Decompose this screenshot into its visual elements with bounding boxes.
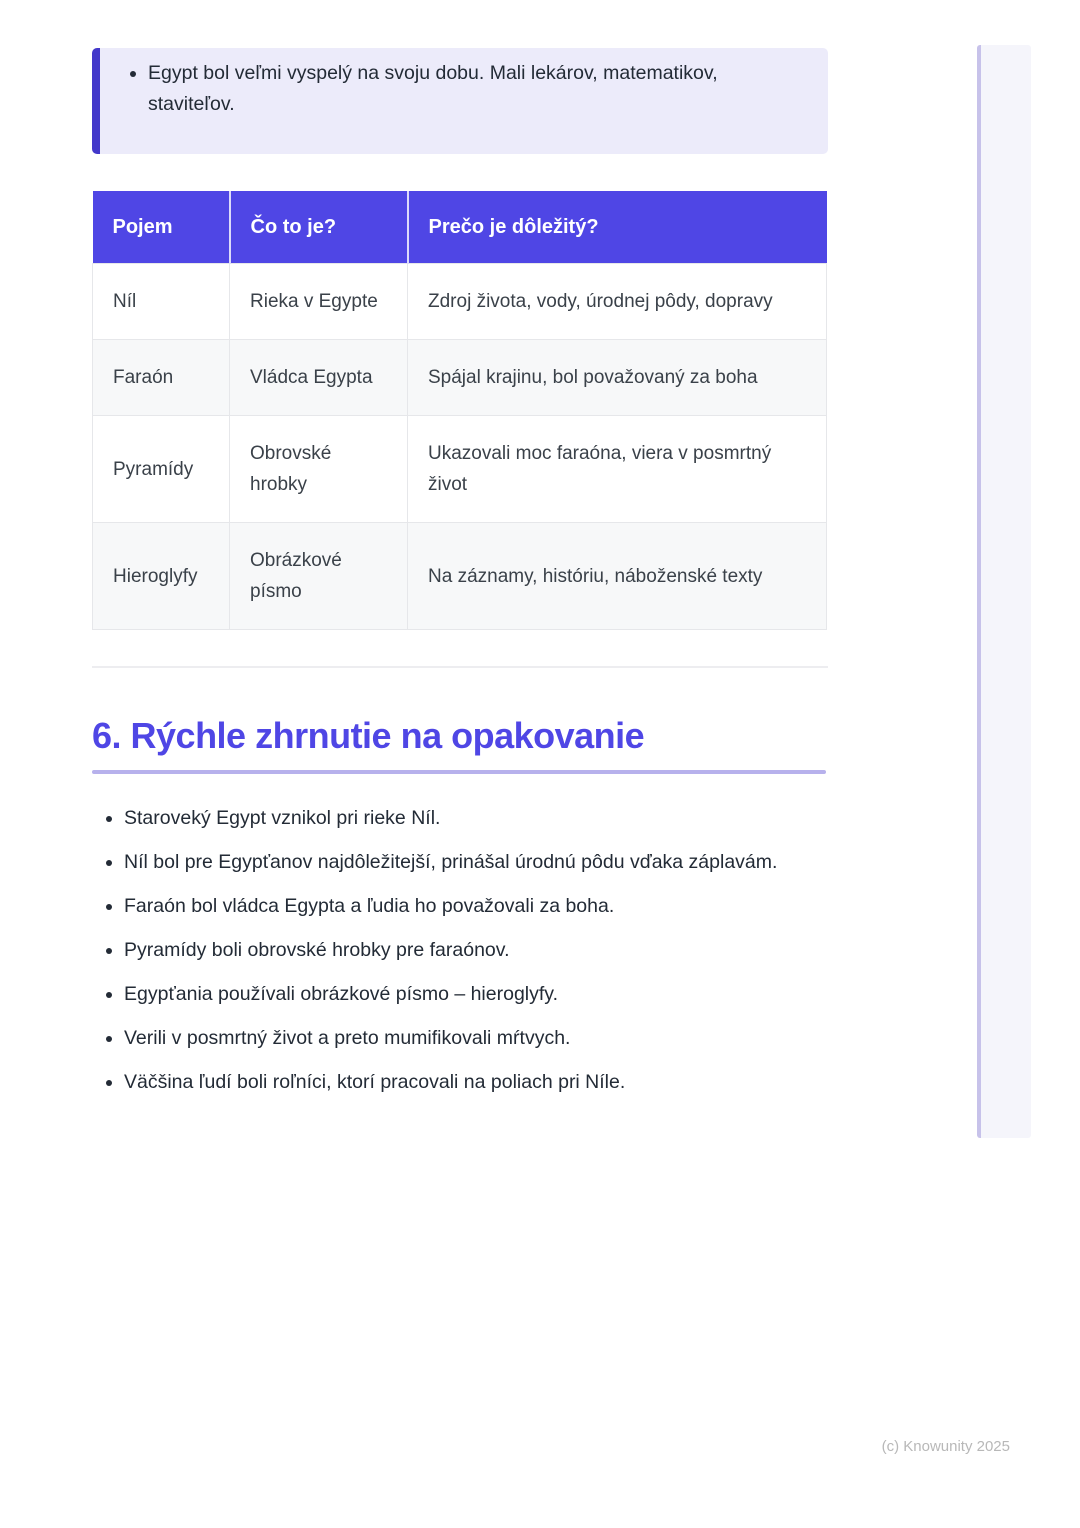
summary-item: • Egypťania používali obrázkové písmo – hieroglyfy. [124, 980, 828, 1009]
cell-importance: Ukazovali moc faraóna, viera v posmrtný život [408, 416, 827, 523]
summary-item: • Väčšina ľudí boli roľníci, ktorí pracovali na poliach pri Níle. [124, 1068, 828, 1097]
table-row [93, 264, 827, 340]
cell-definition: Obrázkové písmo [230, 523, 408, 630]
cell-definition: Rieka v Egypte [230, 264, 408, 340]
summary-list [92, 804, 828, 1097]
summary-item: • Faraón bol vládca Egypta a ľudia ho považovali za boha. [124, 892, 828, 921]
callout-list [118, 58, 780, 120]
summary-item: • Verili v posmrtný život a preto mumifikovali mŕtvych. [124, 1024, 828, 1053]
cell-term: Faraón [93, 340, 230, 416]
cell-term: Hieroglyfy [93, 523, 230, 630]
callout-box [92, 48, 828, 154]
table-header-row [93, 191, 827, 264]
column-header-preco: Prečo je dôležitý? [408, 191, 827, 264]
summary-item: • Staroveký Egypt vznikol pri rieke Níl. [124, 804, 828, 833]
callout-item: • Egypt bol veľmi vyspelý na svoju dobu. Mali lekárov, matematikov, staviteľov. [148, 58, 780, 120]
terms-table [92, 191, 827, 630]
cell-importance: Na záznamy, históriu, náboženské texty [408, 523, 827, 630]
cell-importance: Zdroj života, vody, úrodnej pôdy, dopravy [408, 264, 827, 340]
cell-term: Níl [93, 264, 230, 340]
section-title: 6. Rýchle zhrnutie na opakovanie [92, 715, 645, 756]
document-page [92, 0, 828, 1112]
cell-term: Pyramídy [93, 416, 230, 523]
cell-definition: Vládca Egypta [230, 340, 408, 416]
summary-item: • Pyramídy boli obrovské hrobky pre faraónov. [124, 936, 828, 965]
section-divider [92, 666, 828, 668]
copyright-text: (c) Knowunity 2025 [881, 1438, 1010, 1455]
column-header-co-to-je: Čo to je? [230, 191, 408, 264]
page-edge-strip [977, 45, 1031, 1138]
title-underline [92, 770, 826, 774]
cell-importance: Spájal krajinu, bol považovaný za boha [408, 340, 827, 416]
table-row [93, 340, 827, 416]
cell-definition: Obrovské hrobky [230, 416, 408, 523]
table-row [93, 523, 827, 630]
column-header-pojem: Pojem [93, 191, 230, 264]
table-row [93, 416, 827, 523]
summary-item: • Níl bol pre Egypťanov najdôležitejší, prinášal úrodnú pôdu vďaka záplavám. [124, 848, 828, 877]
